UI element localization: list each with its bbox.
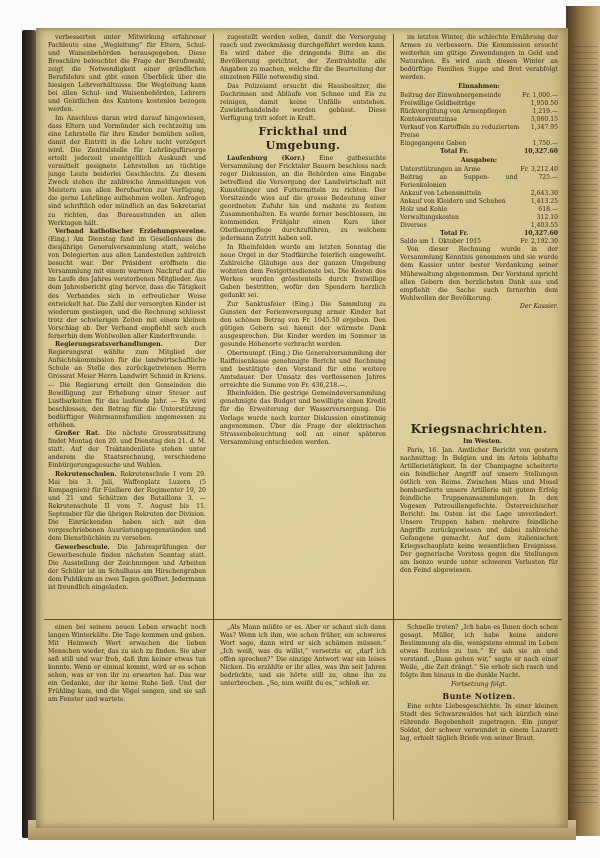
einnahmen-label: Freiwillige Geldbeiträge [400,100,476,108]
einnahmen-amount: 1,950.50 [530,100,558,108]
ausgaben-label: Verwaltungskosten [400,214,459,222]
ausgaben-amount: Fr. 3,212.40 [520,166,558,174]
ausgaben-label: Ankauf von Lebensmitteln [400,190,482,198]
einnahmen-label: Kontokorrentzinse [400,116,458,124]
ausgaben-label: Beitrag an Suppen- und Ferienkolonien [400,174,518,190]
einnahmen-amount: Fr. 1,000.— [522,92,558,100]
verband-text: (Eing.) Am Dienstag fand im Gesellenhaus die diesjährige Generalversammlung statt, welche von Delegierten aus allen Landesteilen zahlreich besucht war. Der Präsident eröffnete die Versammlung mit einem warmen Nachruf auf die im Laufe des Jahres verstorbenen Mitglieder. Aus dem Jahresbericht ging hervor, dass die Tätigkeit des Verbandes sich in erfreulicher Weise entwickelt hat. Die Zahl der versorgten Kinder ist wiederum gestiegen, und die Rechnung schliesst trotz der schwierigen Zeiten mit einem kleinen Vorschlag ab. Der Verband empfiehlt sich auch fernerhin dem Wohlwollen aller Kinderfreunde. [48,236,206,340]
einnahmen-amount: 1,750.— [532,140,558,148]
regierung-text: Der Regierungsrat wählte zum Mitglied der Aufsichtskommission für die landwirtschaftliche Schule an Stelle des zurückgetretenen Herrn Grossrat Meier Herrn Landwirt Schmid in Kriens. — Die Regierung erteilt den Gemeinden die Bewilligung zur Erhebung einer Steuer auf Lustbarkeiten für das laufende Jahr. — Es wird beschlossen, den Betrag für die Unterstützung bedürftiger Wehrmannsfamilien angemessen zu erhöhen. [48,341,206,429]
frickthal-text-3: Zur Sanktusfeier (Eing.) Die Sammlung zu Gunsten der Ferienversorgung armer Kinder hat den schönen Betrag von Fr. 1045.50 ergeben. Den gütigen Gebern sei hiemit der wärmste Dank ausgesprochen. Die Kinder werden im Sommer in gesunde Höhenorte verbracht werden. [220,300,386,349]
ausgaben-label: Holz und Kohle [400,206,448,214]
bunte-notizen-text: Eine echte Liebesgeschichte. In einer kleinen Stadt des Schwarzwaldes hat sich kürzlich eine rührende Begebenheit zugetragen. Ein junger Soldat, der schwer verwundet in einem Lazarett lag, erhielt täglich Briefe von seiner Braut. [400,702,558,743]
rechnung-after-text: Von dieser Rechnung wurde in der Versammlung Kenntnis genommen und sie wurde dem Kassier unter bester Verdankung seiner Mühewaltung abgenommen. Der Vorstand spricht allen Gebern den herzlichsten Dank aus und empfiehlt die Sache auch fernerhin dem Wohlwollen der Bevölkerung. [400,246,558,302]
saldo-label: Saldo am 1. Oktober 1915 [400,238,482,246]
ausgaben-row [400,174,558,190]
saldo-amount: Fr. 2,192.30 [520,238,558,246]
column-right-top [400,34,558,420]
frickthal-text-2: In Rheinfelden wurde am letzten Sonntag die neue Orgel in der Stadtkirche feierlich eingeweiht. Zahlreiche Gläubige aus der ganzen Umgebung wohnten dem Festgottesdienste bei. Die Kosten des Werkes wurden grösstenteils durch freiwillige Gaben bestritten, wofür den Spendern herzlich gedankt sei. [220,244,386,300]
column-rule-2 [393,34,394,820]
feuilleton-middle [220,624,386,824]
facing-page-edge [566,6,600,836]
feuilleton-right [400,624,558,824]
einnahmen-row [400,124,558,140]
frickthal-text-5: Rheinfelden. Die gestrige Gemeindeversammlung genehmigte das Budget und bewilligte einen Kredit für die Erweiterung der Wasserversorgung. Die Vorlage wurde nach kurzer Diskussion einstimmig angenommen. Über die Frage der elektrischen Strassenbeleuchtung soll an einer späteren Versammlung entschieden werden. [220,390,386,446]
einnahmen-row [400,140,558,148]
frickthal-heading: Frickthal und Umgebung. [258,125,348,153]
mid-paragraph-2: Das Polizeiamt ersucht die Hausbesitzer, die Dachrinnen und Abläufe von Schnee und Eis zu reinigen, damit keine Unfälle entstehen. Zuwiderhandelnde werden gebüsst. Diese Verfügung tritt sofort in Kraft. [220,82,386,122]
newspaper-page [36,28,568,828]
einnahmen-label: Rückvergütung von Armenpflegen [400,108,507,116]
mid-paragraph-1: zugestellt werden sollen, damit die Versorgung rasch und zweckmässig durchgeführt werden kann. Es wird daher die dringende Bitte an die Bevölkerung gerichtet, der Zentralstelle alle Angaben zu machen, welche für die Beurteilung der einzelnen Fälle notwendig sind. [220,34,386,82]
facing-page-text-texture [572,46,598,806]
ausgaben-row [400,206,558,214]
einnahmen-row [400,100,558,108]
einnahmen-total-label: Total Fr. [440,148,469,156]
rekruten-text: Rekrutenschule I vom 29. Mai bis 3. Juli, Waffenplatz Luzern (5 Kompagnien) für Füsiliere der Regimenter 19, 20 und 21 und Schützen des Bataillons 3. — Rekrutenschule II vom 7. August bis 11. September für die übrigen Rekruten der Division. Die Einrückenden haben sich mit den vorgeschriebenen Ausrüstungsgegenständen und dem Dienstbüchlein zu versehen. [48,471,206,543]
grosser-rat-text: Die nächste Grossratssitzung findet Montag den 20. und Dienstag den 21. d. M. statt. Auf der Traktandenliste stehen unter anderem die Staatsrechnung, verschiedene Einbürgerungsgesuche und Wahlen. [48,430,206,470]
ausgaben-amount: 725.— [538,174,558,182]
einnahmen-label: Beitrag der Einwohnergemeinde [400,92,502,100]
im-westen-subheading: Im Westen. [463,438,502,445]
einnahmen-amount: 1,347.95 [530,124,558,132]
einnahmen-total-amount: 10,327.60 [524,148,558,156]
ausgaben-table [400,166,558,230]
einnahmen-row [400,108,558,116]
einnahmen-amount: 1,219.— [532,108,558,116]
feuilleton-middle-text: „Als Mann müßte er es. Aber er schaut sich dann Was? Wenn ich ihm, wie schon früher, ein schweres Wort sage, dann wird er sich schämen müssen.“ „Ich weiß, was du willst,“ versetzte er, „darf ich offen sprechen?“ Die einzige Antwort war ein leises Nicken. Da erzählte er ihr alles, was ihn seit Jahren bedrückte, und sie hörte still zu, ohne ihn zu unterbrechen. „So, nun weißt du es,“ schloß er. [220,624,386,688]
book-cover-left-edge [22,30,36,838]
right-intro: im letzten Winter, die schlechte Ernährung der Armen zu verbessern. Die Kommission ersucht weiterhin um gütige Zuwendungen in Geld und Naturalien. Es wird auch diesen Winter an bedürftige Familien Suppe und Brot verabfolgt werden. [400,34,558,82]
bunte-notizen-heading: Bunte Notizen. [442,690,516,701]
einnahmen-label: Verkauf von Kartoffeln zu reduziertem Preise [400,124,520,140]
ausgaben-row [400,166,558,174]
column-right-war-news [400,420,558,620]
fortsetzung-folgt: Fortsetzung folgt. [450,680,507,688]
frickthal-text-4: Obermumpf. (Eing.) Die Generalversammlung der Raiffeisenkasse genehmigte Bericht und Rechnung und bestätigte den Vorstand für eine weitere Amtsdauer. Der Umsatz des verflossenen Jahres erreichte die Summe von Fr. 436,218.—. [220,349,386,389]
rekruten-heading: Rekrutenschulen. [55,471,117,479]
einnahmen-total-row [400,148,558,156]
ausgaben-total-amount: 10,327.60 [524,230,558,238]
feuilleton-right-text: Schnelle treten? „Ich habe es Ihnen doch schon gesagt. Müller, ich habe keine andere Bestimmung als die, wenigstens einmal im Leben etwas Rechtes zu tun.“ Er sah sie an und verstand. „Dann gehen wir,“ sagte er nach einer Weile, „die Zeit drängt.“ Sie erhob sich rasch und folgte ihm hinaus in die dunkle Nacht. [400,624,558,680]
left-paragraph-2: Im Anschluss daran wird darauf hingewiesen, dass Eltern und Vormünder sich rechtzeitig um eine Lehrstelle für ihre Kinder bemühen sollen, damit der Eintritt in die Lehre nicht verzögert wird. Die Zentralstelle für Lehrlingsfürsorge erteilt jederzeit unentgeltlich Auskunft und vermittelt geeignete Lehrstellen an tüchtige junge Leute beiderlei Geschlechts. Zu diesem Zweck stehen ihr zahlreiche Anmeldungen von Meistern aus allen Berufsarten zur Verfügung, die gerne Lehrlinge aufnehmen wollen. Anfragen sind schriftlich oder mündlich an das Sekretariat zu richten, das Bureaustunden an allen Werktagen hält. [48,114,206,227]
regierung-heading: Regierungsratsverhandlungen. [55,341,163,349]
einnahmen-amount: 3,060.15 [530,116,558,124]
frickthal-text-1: Eine gutbesuchte Versammlung der Fricktaler Bauern beschloss nach reger Diskussion, an die Behörden eine Eingabe betreffend die Versorgung der Landwirtschaft mit Kunstdünger und Futtermitteln zu richten. Der Vorsitzende wies auf die grosse Bedeutung einer geordneten Zufuhr hin und mahnte zu festem Zusammenhalten. Es wurde ferner beschlossen, im kommenden Frühjahr einen Kurs über Obstbaumpflege durchzuführen, zu welchem jedermann Zutritt haben soll. [220,155,386,243]
saldo-row [400,238,558,246]
column-left [48,34,206,616]
ausgaben-amount: 2,643.30 [530,190,558,198]
column-rule-1 [213,34,214,820]
laufenburg-dateline: Laufenburg (Korr.) [227,155,305,163]
war-report-text: Paris, 16. Jan. Amtlicher Bericht von gestern nachmittag: In Belgien und im Artois lebhafte Artillerietätigkeit. In der Champagne scheiterte ein feindlicher Angriff auf unsere Stellungen östlich von Reims. Zwischen Maas und Mosel bombardierte unsere Artillerie mit gutem Erfolg feindliche Truppenansammlungen. In den Vogesen Patrouillengefechte. Österreichischer Bericht: Im Osten ist die Lage unverändert. Unsere Truppen haben mehrere feindliche Angriffe zurückgewiesen und dabei zahlreiche Gefangene gemacht. Auf dem italienischen Kriegsschauplatz keine wesentlichen Ereignisse. Der gegnerische Vorstoss gegen die Stellungen am Isonzo wurde unter schweren Verlusten für den Feind abgewiesen. [400,446,558,575]
feuilleton-left-text: einen bei seinem neuen Leben erwacht noch langen Winterkälte. Die Tage kommen und gehen. Mit Heimweh Wort erwachen die lieben Menschen wieder, das zu sich zu finden. Sie aber saß still und war froh, daß ihm keiner etwas tun konnte. Wenn er einmal kommt, wird er es schon sehen, was er von ihr zu erwarten hat. Das war ein Gedanke, der ihr keine Ruhe ließ. Und der Frühling kam, und die Vögel sangen, und sie saß am Fenster und wartete. [48,624,206,704]
saldo-table [400,238,558,246]
ausgaben-row [400,214,558,222]
ausgaben-amount: 312.10 [536,214,558,222]
column-middle [220,34,386,616]
ausgaben-amount: 1,413.25 [530,198,558,206]
ausgaben-label: Unterstützungen an Arme [400,166,481,174]
gewerbeschule-heading: Gewerbeschule. [55,543,110,551]
einnahmen-table [400,92,558,148]
ausgaben-total-row [400,230,558,238]
left-paragraph-1: verbesserten unter Mitwirkung erfahrener Fachleute eine „Wegleitung“ für Eltern, Schul- und Waisenbehörden herausgegeben. Diese Broschüre beleuchtet die Frage der Berufswahl, zeigt die Notwendigkeit einer gründlichen Berufslehre und gibt einen Überblick über die hiesigen Lehrverhältnisse. Die Wegleitung kann bei allen Schul- und Waisenbehörden, Lehrern und Geistlichen des Kantons kostenlos bezogen werden. [48,34,206,114]
ausgaben-total-table [400,230,558,238]
ausgaben-amount: 1,403.55 [530,222,558,230]
einnahmen-title: Einnahmen: [458,83,500,91]
ausgaben-label: Ankauf von Kleidern und Schuhen [400,198,506,206]
einnahmen-row [400,92,558,100]
ausgaben-label: Diverses [400,222,427,230]
feuilleton-left [48,624,206,824]
kriegsnachrichten-heading: Kriegsnachrichten. [410,422,548,436]
verband-heading: Verband katholischer Erziehungsvereine. [55,228,206,236]
ausgaben-row [400,190,558,198]
einnahmen-row [400,116,558,124]
kassier-signature: Der Kassier. [519,303,558,311]
gewerbeschule-text: Die Jahresprüfungen der Gewerbeschule finden nächsten Sonntag statt. Die Ausstellung der Zeichnungen und Arbeiten der Schüler ist im Schulhaus am Hirschengraben dem Publikum an zwei Tagen geöffnet. Jedermann ist freundlich eingeladen. [48,543,206,592]
ausgaben-row [400,222,558,230]
ausgaben-row [400,198,558,206]
ausgaben-total-label: Total Fr. [440,230,469,238]
ausgaben-amount: 618.— [538,206,558,214]
ausgaben-title: Ausgaben: [460,157,498,165]
einnahmen-label: Eingegangene Gaben [400,140,467,148]
grosser-rat-heading: Großer Rat. [55,430,101,438]
einnahmen-total-table [400,148,558,156]
